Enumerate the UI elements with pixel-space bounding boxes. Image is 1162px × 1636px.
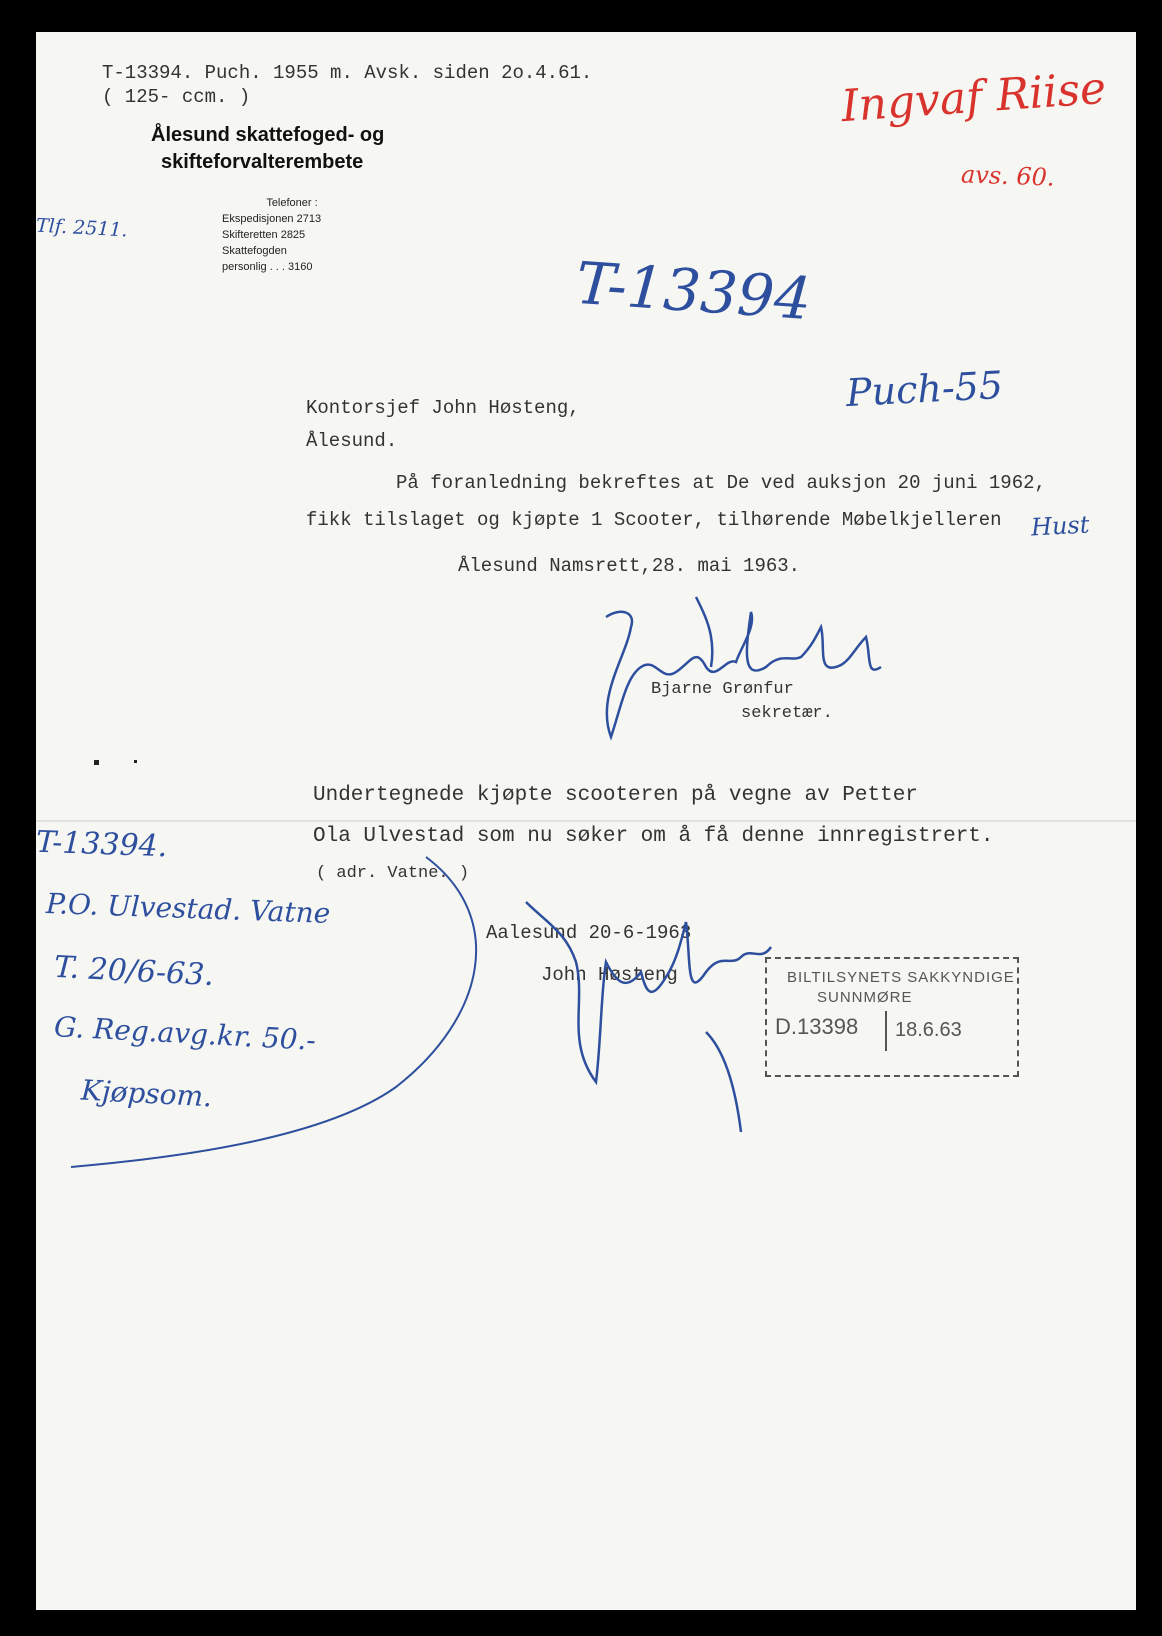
stamp-date: 18.6.63 <box>895 1019 962 1041</box>
letterhead-org <box>151 122 384 176</box>
addressee-line-1: Kontorsjef John Høsteng, <box>306 397 580 419</box>
handwritten-hust: Hust <box>1030 510 1091 542</box>
phone-personlig: personlig . . . 3160 <box>222 261 313 273</box>
statement-line-3: ( adr. Vatne. ) <box>316 864 470 883</box>
signer-title: sekretær. <box>741 704 833 723</box>
document-page <box>36 32 1136 1610</box>
stamp-line-2: SUNNMØRE <box>817 989 913 1006</box>
typed-header-line-2: ( 125- ccm. ) <box>102 86 251 108</box>
ink-mark <box>134 760 137 763</box>
stamp-divider <box>885 1011 887 1051</box>
addressee-line-2: Ålesund. <box>306 430 398 452</box>
registration-stamp <box>765 957 1019 1077</box>
note-owner: P.O. Ulvestad. Vatne <box>45 887 331 930</box>
stamp-line-1: BILTILSYNETS SAKKYNDIGE <box>787 969 1015 986</box>
stamp-number: D.13398 <box>775 1014 859 1039</box>
org-line-2: skifteforvalterembete <box>161 151 364 173</box>
note-reference: T-13394. <box>35 824 168 865</box>
signature-hosteng <box>506 882 806 1142</box>
handwritten-puch: Puch-55 <box>844 362 1005 416</box>
statement-line-1: Undertegnede kjøpte scooteren på vegne av Petter <box>313 784 918 807</box>
typed-header-line-1: T-13394. Puch. 1955 m. Avsk. siden 2o.4.61. <box>102 62 593 84</box>
note-kjopsom: Kjøpsom. <box>80 1073 213 1114</box>
signature-gronfur <box>566 587 896 757</box>
signer-name: Bjarne Grønfur <box>651 680 794 699</box>
org-line-1: Ålesund skattefoged- og <box>151 124 385 146</box>
phone-skifteretten: Skifteretten 2825 <box>222 229 306 241</box>
handwritten-red-note: avs. 60. <box>960 160 1056 192</box>
statement-line-2: Ola Ulvestad som nu søker om å få denne innregistrert. <box>313 825 994 848</box>
phone-ekspedisjon: Ekspedisjonen 2713 <box>222 213 322 225</box>
phones-title: Telefoner : <box>266 197 318 209</box>
handwritten-circle <box>66 817 506 1177</box>
handwritten-tlf: Tlf. 2511. <box>35 214 129 242</box>
letterhead-phones <box>222 195 362 275</box>
place-date: Ålesund Namsrett,28. mai 1963. <box>458 555 801 577</box>
handwritten-reference: T-13394 <box>573 248 814 334</box>
note-date: T. 20/6-63. <box>53 949 215 994</box>
note-fee: G. Reg.avg.kr. 50.- <box>53 1010 317 1057</box>
ink-mark <box>94 760 99 765</box>
statement-place-date: Aalesund 20-6-1963 <box>486 922 692 944</box>
handwritten-red-name: Ingvaf Riise <box>839 62 1108 133</box>
body-line-1: På foranledning bekreftes at De ved auksjon 20 juni 1962, <box>396 472 1046 494</box>
body-line-2: fikk tilslaget og kjøpte 1 Scooter, tilhørende Møbelkjelleren <box>306 509 1002 531</box>
statement-name: John Høsteng <box>541 964 678 986</box>
phone-skattefogden: Skattefogden <box>222 245 287 257</box>
